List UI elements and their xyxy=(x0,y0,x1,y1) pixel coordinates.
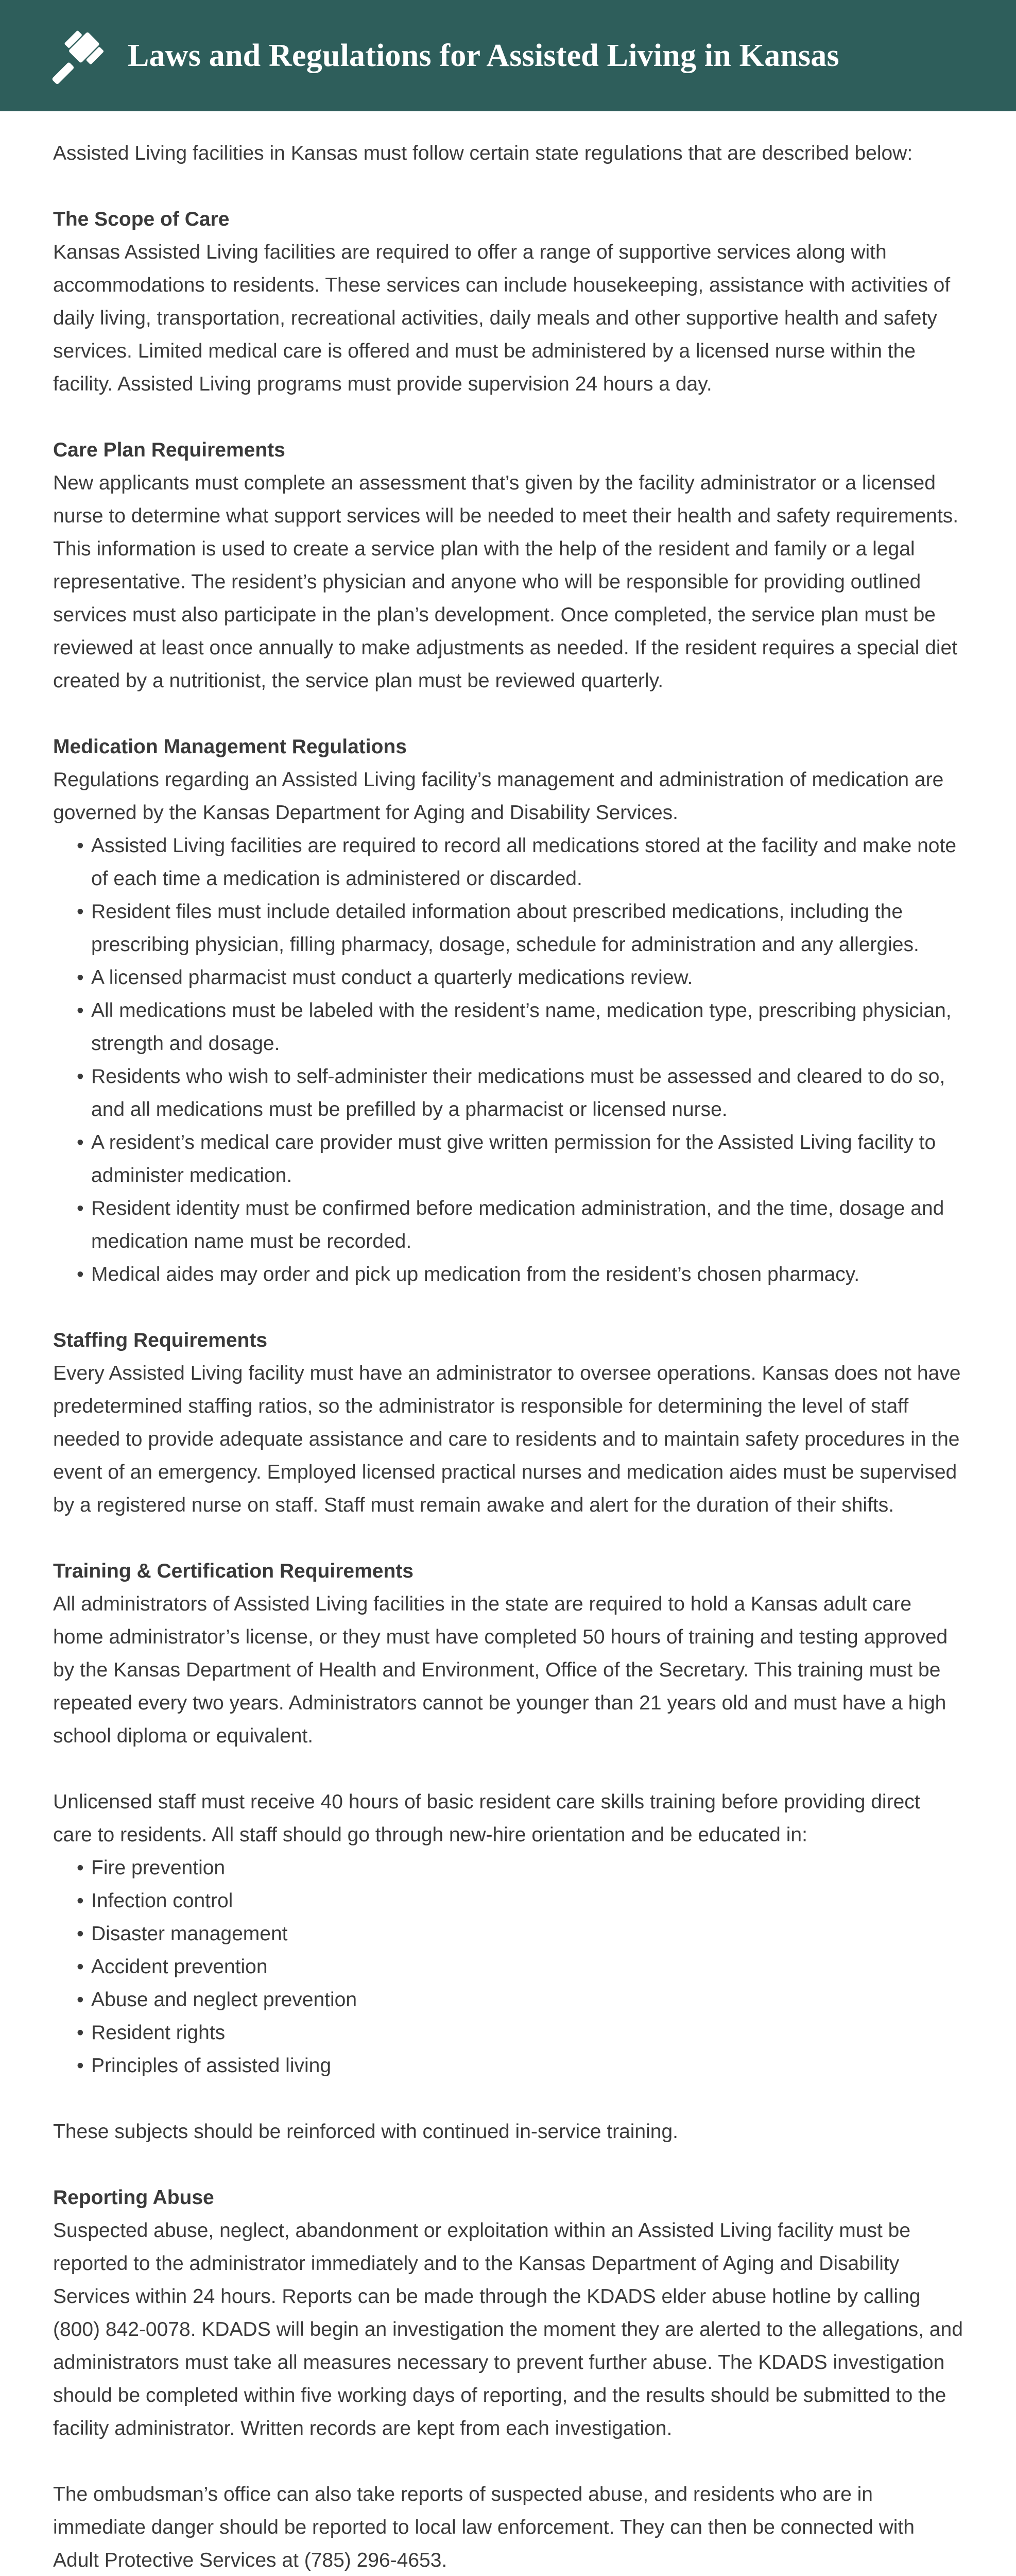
section-paragraph: The ombudsman’s office can also take reports of suspected abuse, and residents who are in immediate danger should be reported to local law enforcement. They can then be connected with Adult Protective Services at (785) 296-4653. xyxy=(53,2483,915,2571)
article-body xyxy=(0,111,1016,2576)
list-item: • Resident files must include detailed information about prescribed medications, including the prescribing physician, filling pharmacy, dosage, schedule for administration and any allergies. xyxy=(77,901,919,956)
list-item: • Residents who wish to self-administer their medications must be assessed and cleared to do so, and all medications must be prefilled by a pharmacist or licensed nurse. xyxy=(77,1065,945,1121)
section-staffing xyxy=(53,1324,963,1522)
list-item: • Abuse and neglect prevention xyxy=(77,1989,357,2011)
training-topics-list xyxy=(53,1852,963,2082)
section-paragraph: Suspected abuse, neglect, abandonment or exploitation within an Assisted Living facility must be reported to the administrator immediately and to the Kansas Department of Aging and Disability Services within 24 hours. Reports can be made through the KDADS elder abuse hotline by calling (800) 842-0078. KDADS will begin an investigation the moment they are alerted to the allegations, and administrators must take all measures necessary to prevent further abuse. The KDADS investigation should be completed within five working days of reporting, and the results should be submitted to the facility administrator. Written records are kept from each investigation. xyxy=(53,2219,963,2439)
section-scope-of-care xyxy=(53,203,963,401)
page-title: Laws and Regulations for Assisted Living in Kansas xyxy=(128,38,839,73)
section-heading: Care Plan Requirements xyxy=(53,439,285,461)
section-paragraph: Every Assisted Living facility must have an administrator to oversee operations. Kansas does not have predetermined staffing ratios, so the administrator is responsible for determining the level of staff needed to provide adequate assistance and care to residents and to maintain safety procedures in the event of an emergency. Employed licensed practical nurses and medication aides must be supervised by a registered nurse on staff. Staff must remain awake and alert for the duration of their shifts. xyxy=(53,1362,961,1516)
section-paragraph: All administrators of Assisted Living facilities in the state are required to hold a Kansas adult care home administrator’s license, or they must have completed 50 hours of training and testing approved by the Kansas Department of Health and Environment, Office of the Secretary. This training must be repeated every two years. Administrators cannot be younger than 21 years old and must have a high school diploma or equivalent. xyxy=(53,1593,948,1747)
list-item: • Resident rights xyxy=(77,2022,226,2044)
list-item: • All medications must be labeled with the resident’s name, medication type, prescribing physician, strength and dosage. xyxy=(77,999,952,1055)
gavel-icon xyxy=(49,22,117,90)
section-heading: Staffing Requirements xyxy=(53,1329,268,1351)
section-paragraph: Kansas Assisted Living facilities are required to offer a range of supportive services along with accommodations to residents. These services can include housekeeping, assistance with activities of daily living, transportation, recreational activities, daily meals and other supportive health and safety services. Limited medical care is offered and must be administered by a licensed nurse within the facility. Assisted Living programs must provide supervision 24 hours a day. xyxy=(53,241,951,395)
list-item: • Infection control xyxy=(77,1890,233,1912)
section-heading: Medication Management Regulations xyxy=(53,736,407,758)
section-paragraph: New applicants must complete an assessment that’s given by the facility administrator or a licensed nurse to determine what support services will be needed to meet their health and safety requirements. This information is used to create a service plan with the help of the resident and family or a legal representative. The resident’s physician and anyone who will be responsible for providing outlined services must also participate in the plan’s development. Once completed, the service plan must be reviewed at least once annually to make adjustments as needed. If the resident requires a special diet created by a nutritionist, the service plan must be reviewed quarterly. xyxy=(53,472,959,692)
list-item: • Medical aides may order and pick up medication from the resident’s chosen pharmacy. xyxy=(77,1263,860,1285)
list-item: • Assisted Living facilities are required to record all medications stored at the facility and make note of each time a medication is administered or discarded. xyxy=(77,835,957,890)
list-item: • A licensed pharmacist must conduct a quarterly medications review. xyxy=(77,967,693,989)
section-heading: Training & Certification Requirements xyxy=(53,1560,414,1582)
section-heading: Reporting Abuse xyxy=(53,2187,214,2209)
list-item: • Accident prevention xyxy=(77,1956,268,1978)
section-training xyxy=(53,1555,963,2148)
section-reporting-abuse xyxy=(53,2181,963,2576)
section-medication-management xyxy=(53,731,963,1291)
section-care-plan xyxy=(53,434,963,698)
list-item: • Resident identity must be confirmed before medication administration, and the time, dosage and medication name must be recorded. xyxy=(77,1197,944,1252)
list-item: • Disaster management xyxy=(77,1923,288,1945)
list-item: • Principles of assisted living xyxy=(77,2055,332,2077)
section-paragraph: Unlicensed staff must receive 40 hours of basic resident care skills training before providing direct care to residents. All staff should go through new-hire orientation and be educated in: xyxy=(53,1791,920,1846)
intro-paragraph: Assisted Living facilities in Kansas must follow certain state regulations that are described below: xyxy=(53,142,913,164)
list-item: • Fire prevention xyxy=(77,1857,226,1879)
section-paragraph: These subjects should be reinforced with continued in-service training. xyxy=(53,2121,678,2143)
medication-list xyxy=(53,829,963,1291)
section-heading: The Scope of Care xyxy=(53,208,230,230)
page-header xyxy=(0,0,1016,111)
list-item: • A resident’s medical care provider must give written permission for the Assisted Living facility to administer medication. xyxy=(77,1131,936,1187)
section-paragraph: Regulations regarding an Assisted Living facility’s management and administration of medication are governed by the Kansas Department for Aging and Disability Services. xyxy=(53,769,944,824)
